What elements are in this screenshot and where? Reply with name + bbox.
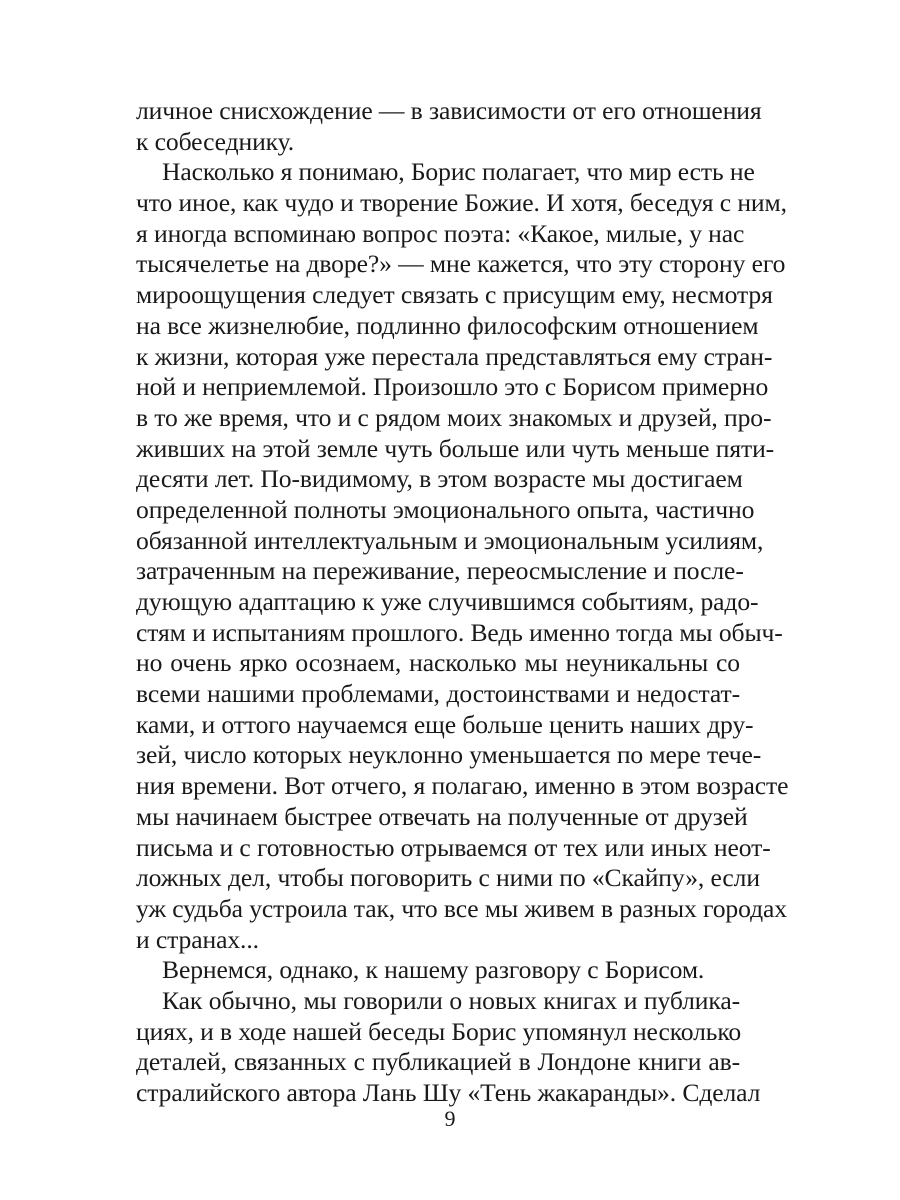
text-line: циях, и в ходе нашей беседы Борис упомянул несколько <box>136 1016 742 1046</box>
text-line: Как обычно, мы говорили о новых книгах и публика- <box>162 985 740 1015</box>
text-line: определенной полноты эмоционального опыта, частично <box>136 494 755 524</box>
text-line: мы начинаем быстрее отвечать на полученные от друзей <box>136 801 748 831</box>
text-line: уж судьба устроила так, что все мы живем в разных городах <box>136 893 787 923</box>
text-line: затраченным на переживание, переосмысление и после- <box>136 556 744 586</box>
text-line: к жизни, которая уже перестала представляться ему стран- <box>136 341 773 371</box>
text-line: ками, и оттого научаемся еще больше ценить наших дру- <box>136 709 754 739</box>
text-line: к собеседнику. <box>136 126 295 156</box>
text-line: Насколько я понимаю, Борис полагает, что мир есть не <box>162 157 755 187</box>
text-line: личное снисхождение — в зависимости от его отношения <box>136 96 762 125</box>
text-line: стям и испытаниям прошлого. Ведь именно тогда мы обыч- <box>136 617 783 647</box>
text-line: на все жизнелюбие, подлинно философским отношением <box>136 310 759 340</box>
text-line: десяти лет. По-видимому, в этом возрасте мы достигаем <box>136 464 743 494</box>
text-line: тысячелетье на дворе?» — мне кажется, что эту сторону его <box>136 249 786 279</box>
text-line: ной и неприемлемой. Произошло это с Борисом примерно <box>136 372 769 402</box>
text-line: и странах... <box>136 924 259 954</box>
text-line: Вернемся, однако, к нашему разговору с Борисом. <box>162 955 705 985</box>
text-line: ложных дел, чтобы поговорить с ними по «Скайпу», если <box>136 863 760 893</box>
text-line: я иногда вспоминаю вопрос поэта: «Какое, милые, у нас <box>136 218 745 248</box>
body-text <box>136 96 789 1109</box>
text-line: мироощущения следует связать с присущим ему, несмотря <box>136 280 773 310</box>
text-line: зей, число которых неуклонно уменьшается по мере тече- <box>136 740 762 770</box>
text-line: деталей, связанных с публикацией в Лондоне книги ав- <box>136 1047 740 1077</box>
text-line: но очень ярко осознаем, насколько мы неуникальны со <box>136 648 740 678</box>
text-line: обязанной интеллектуальным и эмоциональным усилиям, <box>136 525 764 555</box>
text-line: дующую адаптацию к уже случившимся событиям, радо- <box>136 587 759 616</box>
page-number: 9 <box>444 1106 456 1131</box>
text-line: всеми нашими проблемами, достоинствами и недостат- <box>136 679 740 709</box>
text-line: живших на этой земле чуть больше или чуть меньше пяти- <box>136 433 775 463</box>
text-line: что иное, как чудо и творение Божие. И хотя, беседуя с ним, <box>136 188 787 218</box>
text-line: ния времени. Вот отчего, я полагаю, именно в этом возрасте <box>136 771 789 801</box>
text-line: письма и с готовностью отрываемся от тех или иных неот- <box>136 832 771 862</box>
text-line: стралийского автора Лань Шу «Тень жакаранды». Сделал <box>136 1078 761 1107</box>
text-line: в то же время, что и с рядом моих знакомых и друзей, про- <box>136 402 772 432</box>
